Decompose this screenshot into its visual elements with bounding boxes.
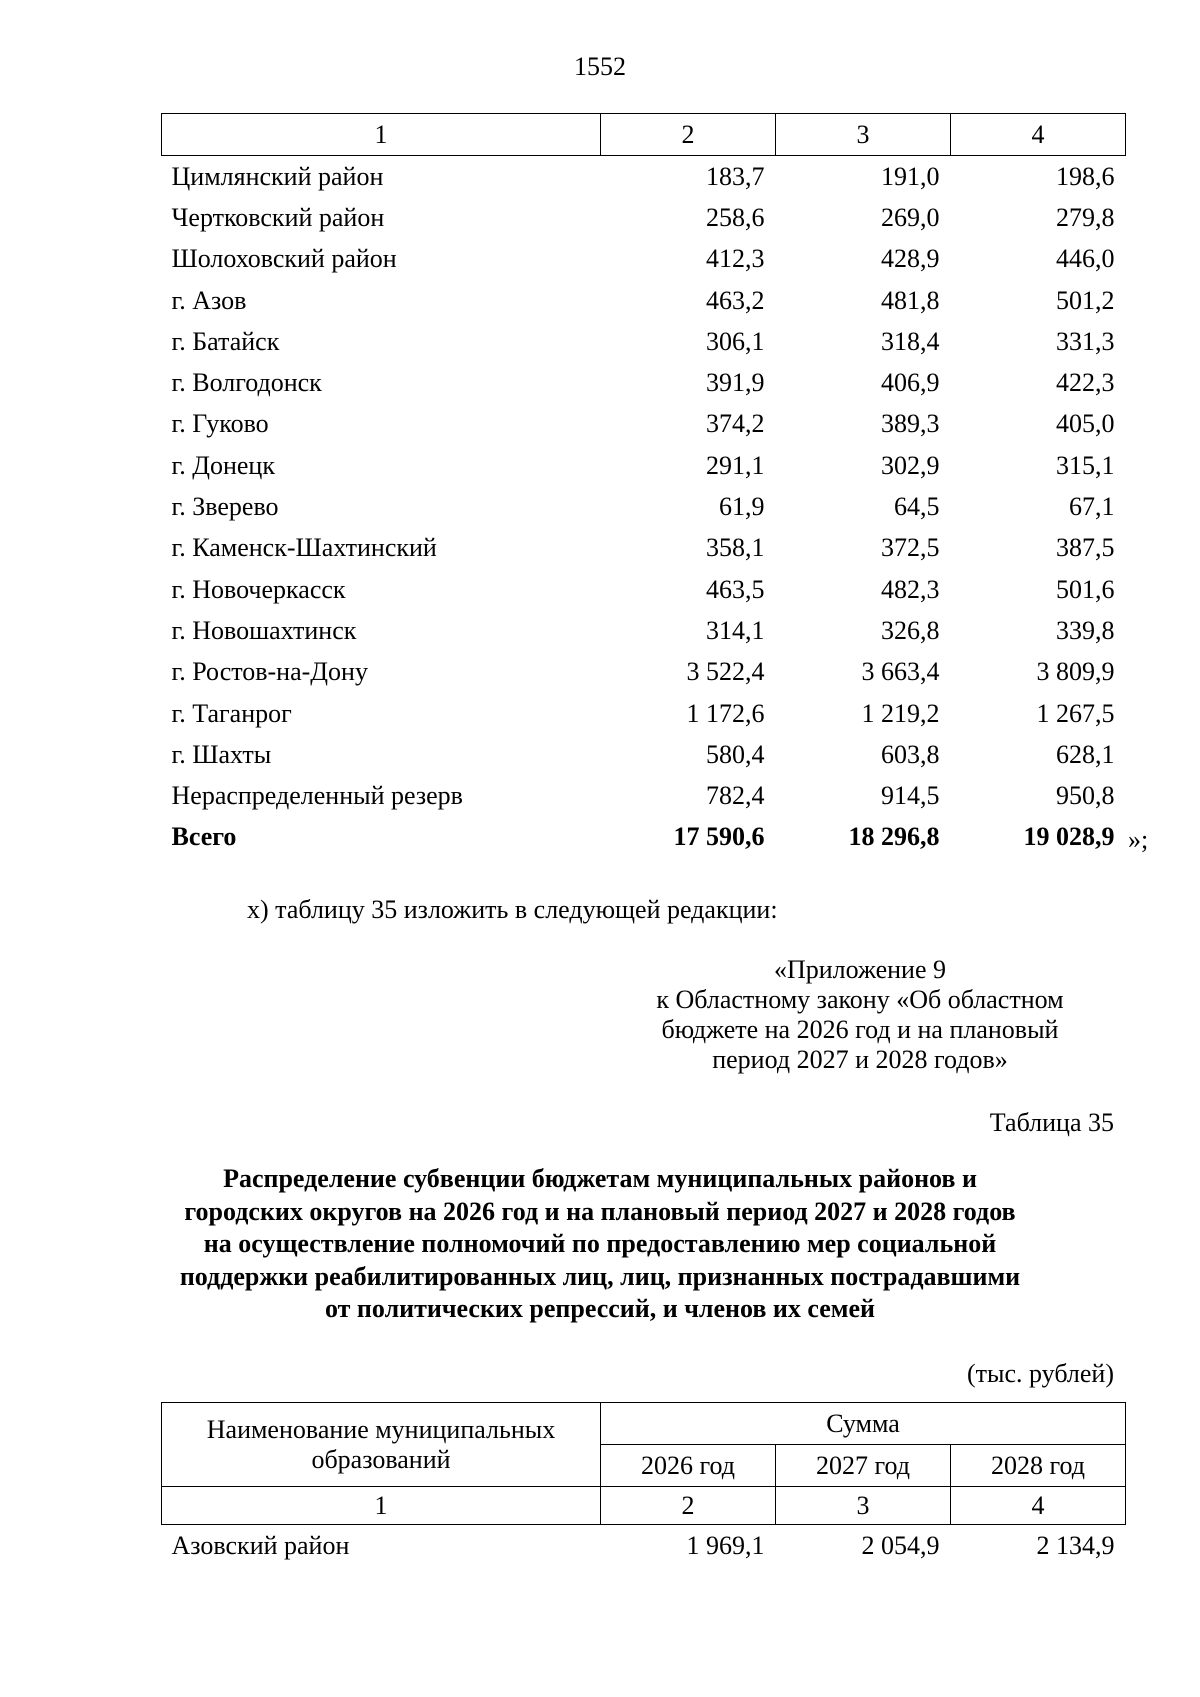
amount-cell: 318,4 [881, 326, 940, 356]
amount-cell: 314,1 [706, 615, 765, 645]
municipality-name: Шолоховский район [171, 244, 397, 274]
amount-cell: 501,6 [1056, 574, 1115, 604]
sum-header: Сумма [601, 1403, 1126, 1445]
amount-cell: 279,8 [1056, 202, 1115, 232]
table-row [162, 569, 1126, 610]
amount-cell: 258,6 [706, 202, 765, 232]
amount-cell: 1 267,5 [1036, 698, 1115, 728]
amount-cell: 463,2 [706, 285, 765, 315]
amount-cell: 1 172,6 [686, 698, 765, 728]
closing-quote: »; [1128, 825, 1149, 854]
table-row [162, 239, 1126, 280]
amount-cell: 331,3 [1056, 326, 1115, 356]
amount-cell: 64,5 [894, 492, 940, 522]
amount-cell: 302,9 [881, 450, 940, 480]
amount-cell: 306,1 [706, 326, 765, 356]
municipality-name: г. Волгодонск [171, 368, 322, 398]
amount-cell: 482,3 [881, 574, 940, 604]
table-row [162, 1525, 1126, 1568]
table-row [162, 693, 1126, 734]
column-number: 4 [951, 1487, 1126, 1525]
name-header-line: Наименование муниципальных [206, 1414, 556, 1444]
amount-cell: 183,7 [706, 161, 765, 191]
table-row [162, 156, 1126, 198]
amount-cell: 391,9 [706, 368, 765, 398]
municipality-name: г. Каменск-Шахтинский [171, 533, 437, 563]
municipality-name: Азовский район [171, 1531, 350, 1560]
amount-cell: 950,8 [1056, 781, 1115, 811]
appendix-line: бюджете на 2026 год и на плановый [661, 1015, 1059, 1044]
name-header-line: образований [311, 1444, 451, 1474]
table-row [162, 197, 1126, 238]
appendix-reference [600, 955, 1120, 1075]
table-row [162, 610, 1126, 651]
name-header [162, 1403, 601, 1487]
title-line: на осуществление полномочий по предоставлению мер социальной [203, 1229, 997, 1258]
total-2027: 18 296,8 [848, 822, 940, 852]
amount-cell: 67,1 [1069, 492, 1115, 522]
municipal-table [161, 113, 1126, 858]
page-number: 1552 [574, 52, 626, 81]
title-line: городских округов на 2026 год и на плановый период 2027 и 2028 годов [184, 1196, 1016, 1226]
total-2026: 17 590,6 [673, 822, 765, 852]
amount-cell: 405,0 [1056, 409, 1115, 439]
amount-cell: 446,0 [1056, 244, 1115, 274]
amount-cell: 269,0 [881, 202, 940, 232]
table-body [162, 1525, 1126, 1568]
municipality-name: Нераспределенный резерв [171, 781, 463, 811]
amount-cell: 387,5 [1056, 533, 1115, 563]
amount-cell: 291,1 [706, 450, 765, 480]
title-line: от политических репрессий, и членов их семей [325, 1294, 875, 1323]
amendment-instruction: х) таблицу 35 изложить в следующей редакции: [247, 895, 778, 924]
table-row [162, 404, 1126, 445]
amount-cell: 3 809,9 [1036, 657, 1115, 687]
column-number-row [162, 1487, 1126, 1525]
amount-cell: 1 969,1 [686, 1531, 765, 1560]
amount-cell: 191,0 [881, 161, 940, 191]
column-number: 1 [162, 114, 601, 156]
title-line: поддержки реабилитированных лиц, лиц, признанных пострадавшими [179, 1261, 1021, 1291]
total-row [162, 817, 1126, 858]
amount-cell: 339,8 [1056, 615, 1115, 645]
municipality-name: Цимлянский район [171, 161, 384, 191]
table-row [162, 321, 1126, 362]
appendix-line: «Приложение 9 [773, 955, 947, 984]
appendix-line: период 2027 и 2028 годов» [712, 1045, 1008, 1074]
table-row [162, 528, 1126, 569]
amount-cell: 481,8 [881, 285, 940, 315]
amount-cell: 3 663,4 [861, 657, 940, 687]
amount-cell: 580,4 [706, 739, 765, 769]
municipality-name: г. Новочеркасск [171, 574, 346, 604]
amount-cell: 326,8 [881, 615, 940, 645]
amount-cell: 412,3 [706, 244, 765, 274]
amount-cell: 358,1 [706, 533, 765, 563]
municipality-name: г. Таганрог [171, 698, 292, 728]
amount-cell: 198,6 [1056, 161, 1115, 191]
amount-cell: 315,1 [1056, 450, 1115, 480]
amount-cell: 603,8 [881, 739, 940, 769]
table-row [162, 652, 1126, 693]
title-line: Распределение субвенции бюджетам муниципальных районов и [223, 1164, 977, 1193]
municipality-name: г. Донецк [171, 450, 275, 480]
amount-cell: 628,1 [1056, 739, 1115, 769]
amount-cell: 389,3 [881, 409, 940, 439]
table-row [162, 734, 1126, 775]
table-row [162, 445, 1126, 486]
amount-cell: 1 219,2 [861, 698, 940, 728]
municipality-name: г. Зверево [171, 492, 279, 522]
amount-cell: 374,2 [706, 409, 765, 439]
table-row [162, 362, 1126, 403]
amount-cell: 3 522,4 [686, 657, 765, 687]
units-label: (тыс. рублей) [966, 1359, 1114, 1388]
column-number: 1 [162, 1487, 601, 1525]
amount-cell: 2 134,9 [1036, 1531, 1115, 1560]
column-number: 3 [776, 114, 951, 156]
table-row [162, 280, 1126, 321]
amount-cell: 914,5 [881, 781, 940, 811]
amount-cell: 61,9 [719, 492, 765, 522]
header-row [162, 1403, 1126, 1445]
subvention-table [161, 1402, 1126, 1567]
municipality-name: г. Батайск [171, 326, 280, 356]
column-number-row [162, 114, 1126, 156]
municipality-name: Чертковский район [171, 202, 385, 232]
amount-cell: 782,4 [706, 781, 765, 811]
municipality-name: г. Ростов-на-Дону [171, 657, 368, 687]
year-header: 2028 год [951, 1445, 1126, 1487]
amount-cell: 422,3 [1056, 368, 1115, 398]
municipality-name: г. Новошахтинск [171, 615, 357, 645]
column-number: 2 [601, 114, 776, 156]
amount-cell: 501,2 [1056, 285, 1115, 315]
table-label: Таблица 35 [989, 1108, 1114, 1137]
table-body [162, 156, 1126, 817]
column-number: 3 [776, 1487, 951, 1525]
total-2028: 19 028,9 [1023, 822, 1115, 852]
municipality-name: г. Азов [171, 285, 247, 315]
amount-cell: 2 054,9 [861, 1531, 940, 1560]
amount-cell: 428,9 [881, 244, 940, 274]
amount-cell: 406,9 [881, 368, 940, 398]
amount-cell: 463,5 [706, 574, 765, 604]
year-header: 2027 год [776, 1445, 951, 1487]
appendix-line: к Областному закону «Об областном [656, 985, 1064, 1014]
amount-cell: 372,5 [881, 533, 940, 563]
municipality-name: г. Гуково [171, 409, 269, 439]
column-number: 4 [951, 114, 1126, 156]
column-number: 2 [601, 1487, 776, 1525]
total-label: Всего [171, 822, 237, 852]
table-row [162, 775, 1126, 816]
table-row [162, 486, 1126, 527]
municipality-name: г. Шахты [171, 739, 272, 769]
year-header: 2026 год [601, 1445, 776, 1487]
table-title [150, 1163, 1050, 1326]
